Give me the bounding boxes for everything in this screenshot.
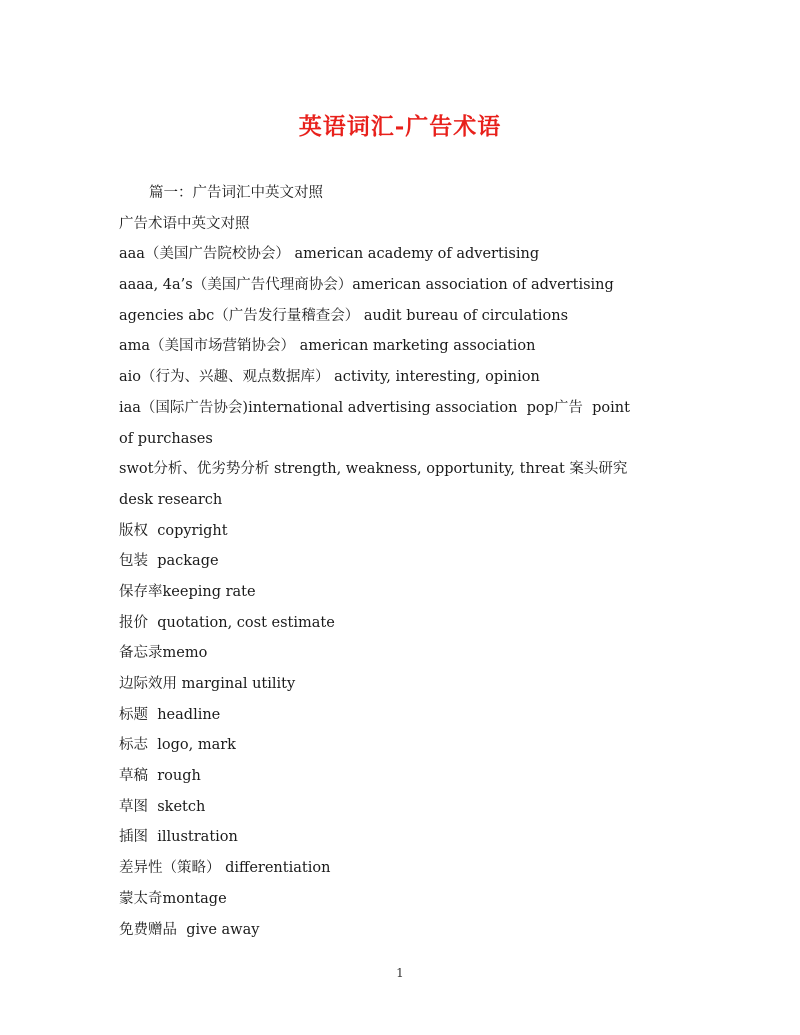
text-line: 备忘录memo xyxy=(119,645,208,662)
text-line: swot分析、优劣势分析 strength, weakness, opportunity, threat 案头研究 xyxy=(119,461,628,478)
text-line: 版权 copyright xyxy=(119,522,228,539)
text-line: desk research xyxy=(119,491,223,508)
text-line: 报价 quotation, cost estimate xyxy=(119,614,335,631)
text-line: 插图 illustration xyxy=(119,829,238,846)
text-line: 广告术语中英文对照 xyxy=(119,215,250,232)
text-line: agencies abc（广告发行量稽查会） audit bureau of circulations xyxy=(119,307,569,324)
text-line: ama（美国市场营销协会） american marketing association xyxy=(119,338,536,355)
text-line: 标志 logo, mark xyxy=(119,737,236,754)
text-line: 草稿 rough xyxy=(119,768,201,785)
document-title: 英语词汇-广告术语 xyxy=(298,113,502,140)
text-line: 免费赠品 give away xyxy=(119,921,260,938)
section-heading: 篇一：广告词汇中英文对照 xyxy=(149,185,323,201)
text-line: 标题 headline xyxy=(119,706,221,723)
text-line: 保存率keeping rate xyxy=(119,583,256,600)
text-line: aaa（美国广告院校协会） american academy of advertising xyxy=(119,246,540,263)
document-body xyxy=(119,178,709,945)
text-line: aaaa, 4a’s（美国广告代理商协会）american association of advertising xyxy=(119,277,614,294)
text-line: iaa（国际广告协会)international advertising association pop广告 point xyxy=(119,399,630,416)
text-line: 包装 package xyxy=(119,553,219,570)
page-number: 1 xyxy=(396,966,404,980)
text-line: aio（行为、兴趣、观点数据库） activity, interesting, opinion xyxy=(119,369,540,386)
text-line: 蒙太奇montage xyxy=(119,890,227,907)
text-line: 边际效用 marginal utility xyxy=(119,676,296,692)
text-line: 差异性（策略） differentiation xyxy=(119,860,331,877)
text-line: of purchases xyxy=(119,430,213,447)
text-line: 草图 sketch xyxy=(119,798,206,815)
